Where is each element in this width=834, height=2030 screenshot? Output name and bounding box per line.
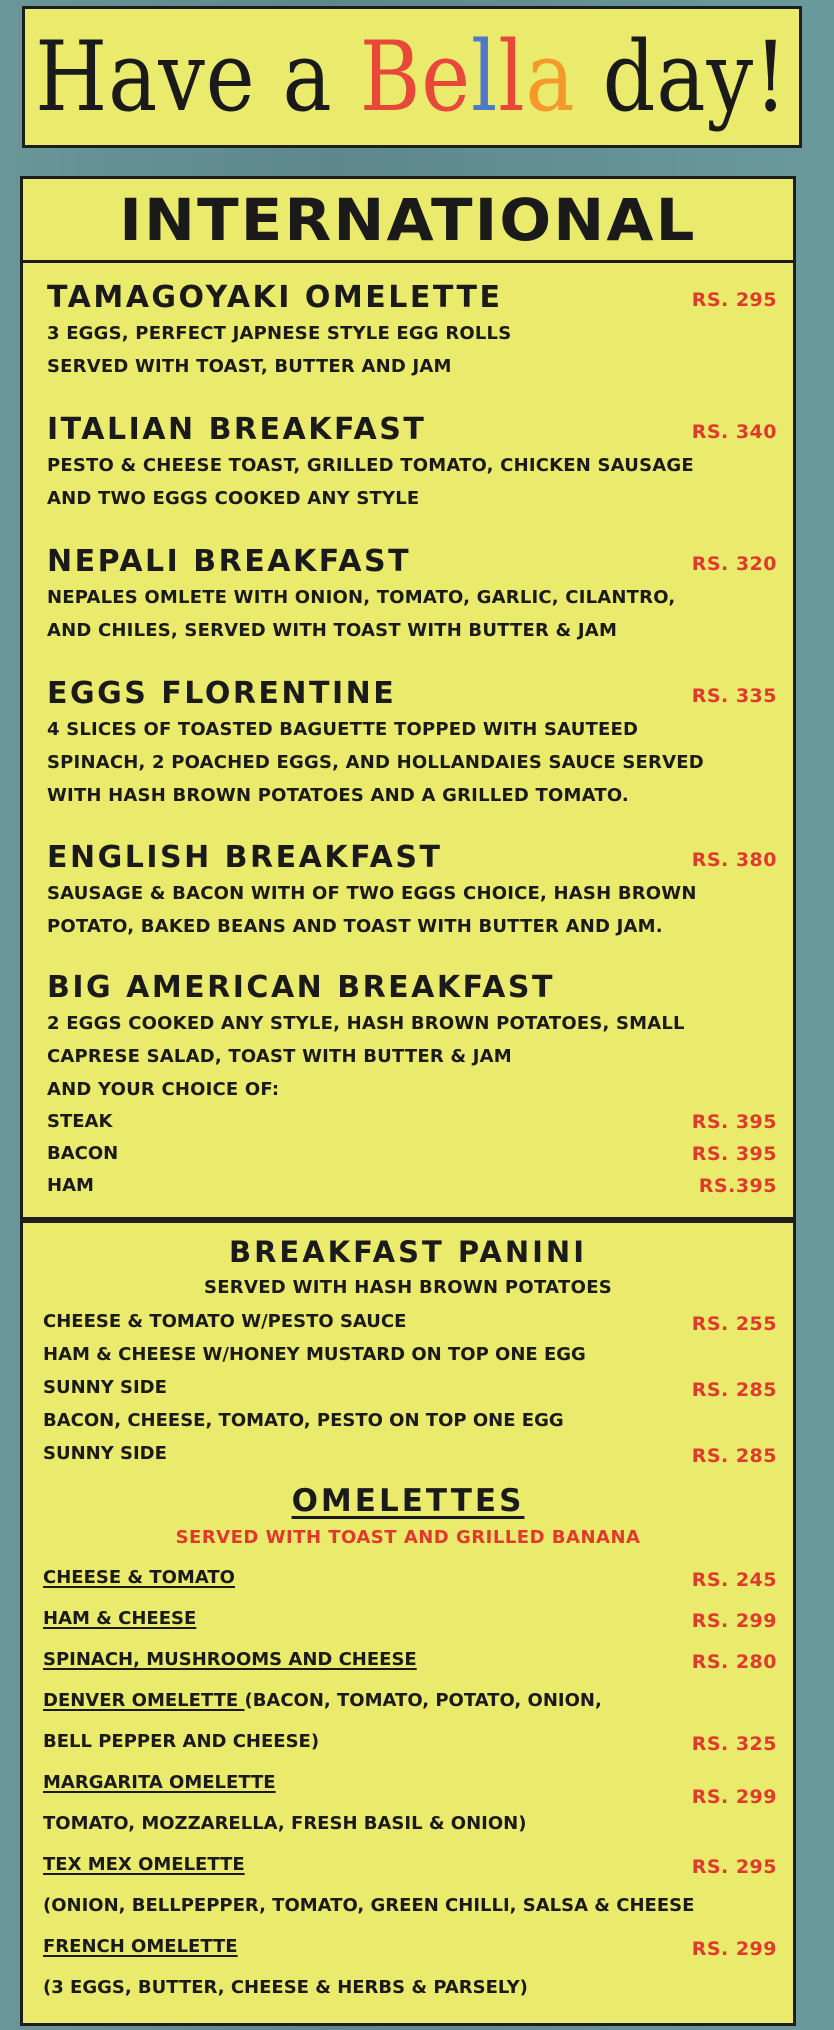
item-desc-line: AND YOUR CHOICE OF: [47, 1079, 280, 1100]
item-title: ITALIAN BREAKFAST [47, 412, 427, 447]
international-heading: INTERNATIONAL [119, 185, 697, 254]
panini-subtitle: SERVED WITH HASH BROWN POTATOES [203, 1277, 613, 1298]
panini-row-text: BACON, CHEESE, TOMATO, PESTO ON TOP ONE EGG [43, 1410, 564, 1431]
panini-row-text: SUNNY SIDE [43, 1377, 167, 1398]
omelette-row [43, 1977, 777, 1998]
international-heading-bar [23, 179, 793, 263]
item-desc-line: 4 SLICES OF TOASTED BAGUETTE TOPPED WITH SAUTEED [47, 719, 639, 740]
item-desc-line: NEPALES OMLETE WITH ONION, TOMATO, GARLIC, CILANTRO, [47, 587, 676, 608]
omelette-name: DENVER OMELETTE [43, 1690, 245, 1711]
item-desc-line: SERVED WITH TOAST, BUTTER AND JAM [47, 356, 452, 377]
choice-label: BACON [47, 1143, 119, 1164]
omelette-row [43, 1649, 777, 1673]
omelette-row [43, 1936, 777, 1960]
choice-price: RS.395 [698, 1175, 777, 1197]
panini-row [43, 1443, 777, 1467]
item-price: RS. 320 [691, 553, 777, 575]
menu-item-tamagoyaki [47, 279, 777, 383]
omelette-row [43, 1690, 777, 1711]
choice-row-ham [47, 1170, 777, 1202]
omelette-name: MARGARITA OMELETTE [43, 1772, 276, 1793]
omelette-extra: TOMATO, MOZZARELLA, FRESH BASIL & ONION) [43, 1813, 527, 1834]
omelette-price: RS. 245 [691, 1569, 777, 1591]
omelette-extra: (3 EGGS, BUTTER, CHEESE & HERBS & PARSELY) [43, 1977, 528, 1998]
item-title: ENGLISH BREAKFAST [47, 840, 443, 875]
omelette-name: TEX MEX OMELETTE [43, 1854, 245, 1875]
item-desc-line: CAPRESE SALAD, TOAST WITH BUTTER & JAM [47, 1046, 512, 1067]
omelette-price: RS. 295 [691, 1856, 777, 1878]
item-title: EGGS FLORENTINE [47, 676, 397, 711]
omelette-price: RS. 325 [691, 1733, 777, 1755]
panini-row [43, 1410, 777, 1431]
omelette-row [43, 1895, 777, 1916]
item-desc-line: POTATO, BAKED BEANS AND TOAST WITH BUTTER AND JAM. [47, 916, 663, 937]
panini-row-price: RS. 285 [691, 1379, 777, 1401]
panini-omelettes-section [20, 1220, 796, 2026]
item-title: BIG AMERICAN BREAKFAST [47, 970, 555, 1005]
header-banner [22, 6, 802, 148]
header-title-prefix: Have a [35, 21, 361, 133]
international-section [20, 176, 796, 1220]
menu-item-nepali-breakfast [47, 543, 777, 647]
panini-row [43, 1377, 777, 1401]
choice-price: RS. 395 [691, 1111, 777, 1133]
panini-row-text: HAM & CHEESE W/HONEY MUSTARD ON TOP ONE EGG [43, 1344, 586, 1365]
menu-item-english-breakfast [47, 839, 777, 943]
choice-row-bacon [47, 1138, 777, 1170]
bella-letter-e: e [421, 21, 472, 133]
menu-item-eggs-florentine [47, 675, 777, 812]
header-title-suffix: day! [575, 21, 789, 133]
panini-row-price: RS. 285 [691, 1445, 777, 1467]
item-price: RS. 380 [691, 849, 777, 871]
omelette-extra: BELL PEPPER AND CHEESE) [43, 1731, 320, 1752]
choice-label: HAM [47, 1175, 94, 1196]
omelette-row [43, 1608, 777, 1632]
omelette-extra: (ONION, BELLPEPPER, TOMATO, GREEN CHILLI, SALSA & CHEESE [43, 1895, 695, 1916]
menu-item-big-american-breakfast [47, 969, 777, 1202]
omelette-row [43, 1813, 777, 1834]
omelette-name: HAM & CHEESE [43, 1608, 197, 1629]
omelette-extra: (BACON, TOMATO, POTATO, ONION, [244, 1690, 602, 1711]
panini-title: BREAKFAST PANINI [228, 1235, 587, 1269]
choice-row-steak [47, 1106, 777, 1138]
item-desc-line: 2 EGGS COOKED ANY STYLE, HASH BROWN POTATOES, SMALL [47, 1013, 685, 1034]
item-price: RS. 295 [691, 289, 777, 311]
panini-row [43, 1344, 777, 1365]
bella-letter-l2: l [498, 21, 526, 133]
item-desc-line: SPINACH, 2 POACHED EGGS, AND HOLLANDAIES SAUCE SERVED [47, 752, 704, 773]
omelette-row [43, 1854, 777, 1878]
item-title: TAMAGOYAKI OMELETTE [47, 280, 503, 315]
item-desc-line: WITH HASH BROWN POTATOES AND A GRILLED TOMATO. [47, 785, 629, 806]
bella-letter-a: a [525, 21, 576, 133]
item-price: RS. 335 [691, 685, 777, 707]
item-price: RS. 340 [691, 421, 777, 443]
omelette-price: RS. 299 [691, 1938, 777, 1960]
header-title [36, 21, 789, 133]
bella-letter-b: B [360, 21, 422, 133]
panini-row-price: RS. 255 [691, 1313, 777, 1335]
panini-row-text: CHEESE & TOMATO W/PESTO SAUCE [43, 1311, 407, 1332]
item-desc-line: AND CHILES, SERVED WITH TOAST WITH BUTTER & JAM [47, 620, 618, 641]
item-desc-line: PESTO & CHEESE TOAST, GRILLED TOMATO, CHICKEN SAUSAGE [47, 455, 694, 476]
choice-price: RS. 395 [691, 1143, 777, 1165]
omelette-name: SPINACH, MUSHROOMS AND CHEESE [43, 1649, 417, 1670]
omelette-row [43, 1567, 777, 1591]
panini-row-text: SUNNY SIDE [43, 1443, 167, 1464]
omelette-row [43, 1772, 777, 1808]
item-desc-line: SAUSAGE & BACON WITH OF TWO EGGS CHOICE, HASH BROWN [47, 883, 697, 904]
omelette-row [43, 1731, 777, 1755]
item-desc-line: 3 EGGS, PERFECT JAPNESE STYLE EGG ROLLS [47, 323, 512, 344]
menu-item-italian-breakfast [47, 411, 777, 515]
omelettes-subtitle: SERVED WITH TOAST AND GRILLED BANANA [175, 1527, 641, 1548]
choice-label: STEAK [47, 1111, 113, 1132]
bella-letter-l1: l [471, 21, 499, 133]
omelette-price: RS. 280 [691, 1651, 777, 1673]
omelette-price: RS. 299 [691, 1610, 777, 1632]
omelettes-title: OMELETTES [291, 1483, 525, 1519]
omelette-price: RS. 299 [691, 1786, 777, 1808]
panini-row [43, 1311, 777, 1335]
omelette-name: FRENCH OMELETTE [43, 1936, 238, 1957]
item-title: NEPALI BREAKFAST [47, 544, 412, 579]
item-desc-line: AND TWO EGGS COOKED ANY STYLE [47, 488, 420, 509]
omelette-name: CHEESE & TOMATO [43, 1567, 235, 1588]
